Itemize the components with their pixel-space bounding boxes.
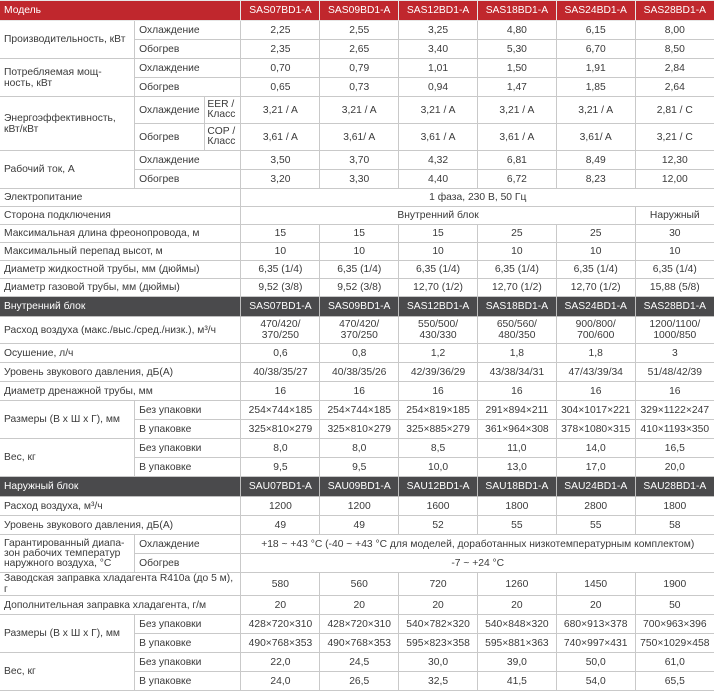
value-cell: 10 (320, 243, 399, 261)
heating-label: Обогрев (135, 40, 241, 59)
value-cell: 40/38/35/26 (320, 363, 399, 382)
outdoor-header-row (0, 477, 714, 497)
eer-label: EER / Класс (205, 97, 241, 124)
value-cell: 3,61 / A (399, 124, 478, 151)
value-cell: 49 (320, 516, 399, 535)
value-cell: 9,5 (320, 458, 399, 477)
cooling-label: Охлаждение (135, 59, 241, 78)
model-name-cell: SAS07BD1-A (241, 297, 320, 317)
value-cell: 16 (477, 382, 556, 401)
value-cell: 329×1122×247 (635, 401, 714, 420)
value-cell: 2,64 (635, 78, 714, 97)
value-cell: 10 (556, 243, 635, 261)
value-cell: 540×848×320 (477, 615, 556, 634)
value-cell: 3 (635, 344, 714, 363)
value-cell: 580 (241, 573, 320, 596)
cop-label: COP / Класс (205, 124, 241, 151)
value-cell: 700×963×396 (635, 615, 714, 634)
indoor-weight-label: Вес, кг (0, 439, 135, 477)
indoor-header-row (0, 297, 714, 317)
value-cell: 254×819×185 (399, 401, 478, 420)
value-cell: 2,84 (635, 59, 714, 78)
value-cell: 49 (241, 516, 320, 535)
liquid-pipe-label: Диаметр жидкостной трубы, мм (дюймы) (0, 261, 241, 279)
max-pipe-length-row (0, 225, 714, 243)
value-cell: 0,73 (320, 78, 399, 97)
value-cell: 50 (635, 596, 714, 615)
value-cell: 254×744×185 (241, 401, 320, 420)
value-cell: 17,0 (556, 458, 635, 477)
value-cell: 490×768×353 (320, 634, 399, 653)
value-cell: 291×894×211 (477, 401, 556, 420)
outdoor-airflow-row (0, 497, 714, 516)
power-label: Потребляемая мощ-ность, кВт (0, 59, 135, 97)
value-cell: 3,50 (241, 151, 320, 170)
value-cell: 304×1017×221 (556, 401, 635, 420)
value-cell: 9,5 (241, 458, 320, 477)
without-pack-label: Без упаковки (135, 653, 241, 672)
temp-range-label: Гарантированный диапа-зон рабочих температур наружного воздуха, °С (0, 535, 135, 573)
value-cell: 8,23 (556, 170, 635, 189)
model-name-cell: SAU09BD1-A (320, 477, 399, 497)
value-cell: 1,8 (556, 344, 635, 363)
drain-label: Диаметр дренажной трубы, мм (0, 382, 241, 401)
value-cell: 24,5 (320, 653, 399, 672)
value-cell: 470/420/ 370/250 (320, 317, 399, 344)
without-pack-label: Без упаковки (135, 439, 241, 458)
value-cell: 55 (556, 516, 635, 535)
value-cell: 16 (399, 382, 478, 401)
value-cell: 3,21 / C (635, 124, 714, 151)
factory-charge-label: Заводская заправка хладагента R410a (до 5 м), г (0, 573, 241, 596)
value-cell: 1200/1100/ 1000/850 (635, 317, 714, 344)
value-cell: 20 (477, 596, 556, 615)
value-cell: 15 (241, 225, 320, 243)
value-cell: 4,32 (399, 151, 478, 170)
outdoor-dims-label: Размеры (В х Ш х Г), мм (0, 615, 135, 653)
value-cell: 11,0 (477, 439, 556, 458)
value-cell: 30 (635, 225, 714, 243)
value-cell: 12,30 (635, 151, 714, 170)
value-cell: 3,61 / A (477, 124, 556, 151)
with-pack-label: В упаковке (135, 672, 241, 691)
value-cell: 595×823×358 (399, 634, 478, 653)
value-cell: 10,0 (399, 458, 478, 477)
value-cell: 6,35 (1/4) (556, 261, 635, 279)
value-cell: 42/39/36/29 (399, 363, 478, 382)
value-cell: 490×768×353 (241, 634, 320, 653)
model-name-cell: SAU07BD1-A (241, 477, 320, 497)
value-cell: 3,21 / A (556, 97, 635, 124)
value-cell: 1800 (635, 497, 714, 516)
indoor-dims-without-row (0, 401, 714, 420)
value-cell: 12,70 (1/2) (477, 279, 556, 297)
value-cell: 50,0 (556, 653, 635, 672)
value-cell: 20 (241, 596, 320, 615)
value-cell: 1,50 (477, 59, 556, 78)
gas-pipe-label: Диаметр газовой трубы, мм (дюймы) (0, 279, 241, 297)
value-cell: 6,35 (1/4) (320, 261, 399, 279)
value-cell: 540×782×320 (399, 615, 478, 634)
value-cell: 5,30 (477, 40, 556, 59)
without-pack-label: Без упаковки (135, 401, 241, 420)
value-cell: 595×881×363 (477, 634, 556, 653)
value-cell: 22,0 (241, 653, 320, 672)
max-pipe-length-label: Максимальная длина фреонопровода, м (0, 225, 241, 243)
value-cell: 10 (399, 243, 478, 261)
value-cell: 20 (320, 596, 399, 615)
value-cell: 3,30 (320, 170, 399, 189)
value-cell: 2800 (556, 497, 635, 516)
value-cell: 0,94 (399, 78, 478, 97)
current-label: Рабочий ток, А (0, 151, 135, 189)
dehumid-row (0, 344, 714, 363)
value-cell: 25 (477, 225, 556, 243)
value-cell: 8,0 (241, 439, 320, 458)
value-cell: 1,85 (556, 78, 635, 97)
power-supply-row (0, 189, 714, 207)
value-cell: 1200 (320, 497, 399, 516)
value-cell: 6,15 (556, 21, 635, 40)
value-cell: 3,21 / A (477, 97, 556, 124)
model-name-cell: SAU28BD1-A (635, 477, 714, 497)
power-supply-label: Электропитание (0, 189, 241, 207)
value-cell: 3,40 (399, 40, 478, 59)
value-cell: 26,5 (320, 672, 399, 691)
with-pack-label: В упаковке (135, 634, 241, 653)
value-cell: 1,01 (399, 59, 478, 78)
cooling-label: Охлаждение (135, 97, 205, 124)
value-cell: 3,21 / A (320, 97, 399, 124)
model-name-cell: SAS07BD1-A (241, 1, 320, 21)
connection-side-label: Сторона подключения (0, 207, 241, 225)
value-cell: 40/38/35/27 (241, 363, 320, 382)
liquid-pipe-row (0, 261, 714, 279)
model-name-cell: SAS09BD1-A (320, 1, 399, 21)
value-cell: 410×1193×350 (635, 420, 714, 439)
value-cell: 12,00 (635, 170, 714, 189)
value-cell: 3,21 / A (399, 97, 478, 124)
value-cell: 361×964×308 (477, 420, 556, 439)
value-cell: 43/38/34/31 (477, 363, 556, 382)
dehumid-label: Осушение, л/ч (0, 344, 241, 363)
value-cell: 8,50 (635, 40, 714, 59)
model-name-cell: SAS09BD1-A (320, 297, 399, 317)
value-cell: 1260 (477, 573, 556, 596)
value-cell: 58 (635, 516, 714, 535)
connection-side-outdoor: Наружный (635, 207, 714, 225)
value-cell: 12,70 (1/2) (399, 279, 478, 297)
value-cell: 2,25 (241, 21, 320, 40)
value-cell: 1900 (635, 573, 714, 596)
indoor-airflow-row (0, 317, 714, 344)
value-cell: 3,61 / A (241, 124, 320, 151)
value-cell: 9,52 (3/8) (241, 279, 320, 297)
connection-side-indoor: Внутренний блок (241, 207, 635, 225)
value-cell: 6,35 (1/4) (635, 261, 714, 279)
value-cell: 1,47 (477, 78, 556, 97)
value-cell: 8,0 (320, 439, 399, 458)
indoor-airflow-label: Расход воздуха (макс./выс./сред./низк.), м³/ч (0, 317, 241, 344)
value-cell: 3,70 (320, 151, 399, 170)
value-cell: 47/43/39/34 (556, 363, 635, 382)
efficiency-label: Энергоэффективность, кВт/кВт (0, 97, 135, 151)
value-cell: 39,0 (477, 653, 556, 672)
value-cell: 55 (477, 516, 556, 535)
value-cell: 378×1080×315 (556, 420, 635, 439)
value-cell: 3,20 (241, 170, 320, 189)
value-cell: 3,61/ A (556, 124, 635, 151)
value-cell: 3,61/ A (320, 124, 399, 151)
value-cell: 560 (320, 573, 399, 596)
value-cell: 6,81 (477, 151, 556, 170)
value-cell: 750×1029×458 (635, 634, 714, 653)
heating-label: Обогрев (135, 78, 241, 97)
outdoor-section-title: Наружный блок (0, 477, 241, 497)
gas-pipe-row (0, 279, 714, 297)
value-cell: 6,72 (477, 170, 556, 189)
cooling-label: Охлаждение (135, 21, 241, 40)
model-name-cell: SAS24BD1-A (556, 1, 635, 21)
model-name-cell: SAU18BD1-A (477, 477, 556, 497)
value-cell: 10 (477, 243, 556, 261)
model-name-cell: SAU24BD1-A (556, 477, 635, 497)
value-cell: 428×720×310 (320, 615, 399, 634)
value-cell: 6,35 (1/4) (477, 261, 556, 279)
connection-side-row (0, 207, 714, 225)
cooling-label: Охлаждение (135, 151, 241, 170)
model-name-cell: SAS12BD1-A (399, 1, 478, 21)
value-cell: 3,21 / A (241, 97, 320, 124)
value-cell: 51/48/42/39 (635, 363, 714, 382)
indoor-noise-label: Уровень звукового давления, дБ(А) (0, 363, 241, 382)
value-cell: 10 (635, 243, 714, 261)
temp-range-cooling-value: +18 ~ +43 °C (-40 ~ +43 °C для моделей, доработанных низкотемпературным комплектом) (241, 535, 714, 554)
value-cell: 15,88 (5/8) (635, 279, 714, 297)
value-cell: 740×997×431 (556, 634, 635, 653)
cooling-label: Охлаждение (135, 535, 241, 554)
capacity-cooling-row (0, 21, 714, 40)
value-cell: 900/800/ 700/600 (556, 317, 635, 344)
value-cell: 720 (399, 573, 478, 596)
value-cell: 16 (241, 382, 320, 401)
value-cell: 0,79 (320, 59, 399, 78)
value-cell: 650/560/ 480/350 (477, 317, 556, 344)
drain-row (0, 382, 714, 401)
value-cell: 9,52 (3/8) (320, 279, 399, 297)
heating-label: Обогрев (135, 554, 241, 573)
value-cell: 0,70 (241, 59, 320, 78)
value-cell: 428×720×310 (241, 615, 320, 634)
capacity-label: Производительность, кВт (0, 21, 135, 59)
value-cell: 65,5 (635, 672, 714, 691)
power-supply-value: 1 фаза, 230 В, 50 Гц (241, 189, 714, 207)
value-cell: 8,49 (556, 151, 635, 170)
value-cell: 52 (399, 516, 478, 535)
value-cell: 12,70 (1/2) (556, 279, 635, 297)
efficiency-cooling-row (0, 97, 714, 124)
heating-label: Обогрев (135, 170, 241, 189)
model-name-cell: SAS28BD1-A (635, 1, 714, 21)
model-name-cell: SAS28BD1-A (635, 297, 714, 317)
outdoor-weight-label: Вес, кг (0, 653, 135, 691)
value-cell: 16,5 (635, 439, 714, 458)
indoor-dims-label: Размеры (В х Ш х Г), мм (0, 401, 135, 439)
value-cell: 1200 (241, 497, 320, 516)
value-cell: 24,0 (241, 672, 320, 691)
value-cell: 25 (556, 225, 635, 243)
value-cell: 16 (635, 382, 714, 401)
value-cell: 325×810×279 (320, 420, 399, 439)
value-cell: 0,6 (241, 344, 320, 363)
value-cell: 32,5 (399, 672, 478, 691)
value-cell: 2,81 / C (635, 97, 714, 124)
value-cell: 16 (320, 382, 399, 401)
value-cell: 20 (399, 596, 478, 615)
value-cell: 470/420/ 370/250 (241, 317, 320, 344)
outdoor-airflow-label: Расход воздуха, м³/ч (0, 497, 241, 516)
value-cell: 41,5 (477, 672, 556, 691)
value-cell: 0,65 (241, 78, 320, 97)
value-cell: 14,0 (556, 439, 635, 458)
temp-range-cooling-row (0, 535, 714, 554)
value-cell: 30,0 (399, 653, 478, 672)
value-cell: 325×810×279 (241, 420, 320, 439)
power-cooling-row (0, 59, 714, 78)
model-name-cell: SAS24BD1-A (556, 297, 635, 317)
value-cell: 550/500/ 430/330 (399, 317, 478, 344)
value-cell: 0,8 (320, 344, 399, 363)
value-cell: 8,5 (399, 439, 478, 458)
model-name-cell: SAS18BD1-A (477, 1, 556, 21)
without-pack-label: Без упаковки (135, 615, 241, 634)
value-cell: 1,2 (399, 344, 478, 363)
value-cell: 2,35 (241, 40, 320, 59)
value-cell: 13,0 (477, 458, 556, 477)
value-cell: 6,35 (1/4) (241, 261, 320, 279)
value-cell: 1800 (477, 497, 556, 516)
indoor-weight-without-row (0, 439, 714, 458)
value-cell: 1,8 (477, 344, 556, 363)
value-cell: 254×744×185 (320, 401, 399, 420)
value-cell: 15 (320, 225, 399, 243)
value-cell: 20,0 (635, 458, 714, 477)
value-cell: 8,00 (635, 21, 714, 40)
value-cell: 20 (556, 596, 635, 615)
value-cell: 1450 (556, 573, 635, 596)
value-cell: 54,0 (556, 672, 635, 691)
model-name-cell: SAS18BD1-A (477, 297, 556, 317)
outdoor-noise-label: Уровень звукового давления, дБ(А) (0, 516, 241, 535)
indoor-noise-row (0, 363, 714, 382)
with-pack-label: В упаковке (135, 420, 241, 439)
heating-label: Обогрев (135, 124, 205, 151)
value-cell: 15 (399, 225, 478, 243)
model-header-label: Модель (0, 1, 241, 21)
temp-range-heating-value: -7 ~ +24 °C (241, 554, 714, 573)
factory-charge-row (0, 573, 714, 596)
value-cell: 4,40 (399, 170, 478, 189)
value-cell: 6,70 (556, 40, 635, 59)
value-cell: 325×885×279 (399, 420, 478, 439)
outdoor-dims-without-row (0, 615, 714, 634)
indoor-section-title: Внутренний блок (0, 297, 241, 317)
max-height-diff-row (0, 243, 714, 261)
value-cell: 1,91 (556, 59, 635, 78)
value-cell: 16 (556, 382, 635, 401)
value-cell: 2,65 (320, 40, 399, 59)
model-header-row (0, 1, 714, 21)
extra-charge-row (0, 596, 714, 615)
value-cell: 61,0 (635, 653, 714, 672)
model-name-cell: SAS12BD1-A (399, 297, 478, 317)
outdoor-weight-without-row (0, 653, 714, 672)
value-cell: 2,55 (320, 21, 399, 40)
value-cell: 1600 (399, 497, 478, 516)
with-pack-label: В упаковке (135, 458, 241, 477)
max-height-diff-label: Максимальный перепад высот, м (0, 243, 241, 261)
value-cell: 4,80 (477, 21, 556, 40)
extra-charge-label: Дополнительная заправка хладагента, г/м (0, 596, 241, 615)
value-cell: 10 (241, 243, 320, 261)
value-cell: 3,25 (399, 21, 478, 40)
outdoor-noise-row (0, 516, 714, 535)
model-name-cell: SAU12BD1-A (399, 477, 478, 497)
current-cooling-row (0, 151, 714, 170)
value-cell: 6,35 (1/4) (399, 261, 478, 279)
value-cell: 680×913×378 (556, 615, 635, 634)
